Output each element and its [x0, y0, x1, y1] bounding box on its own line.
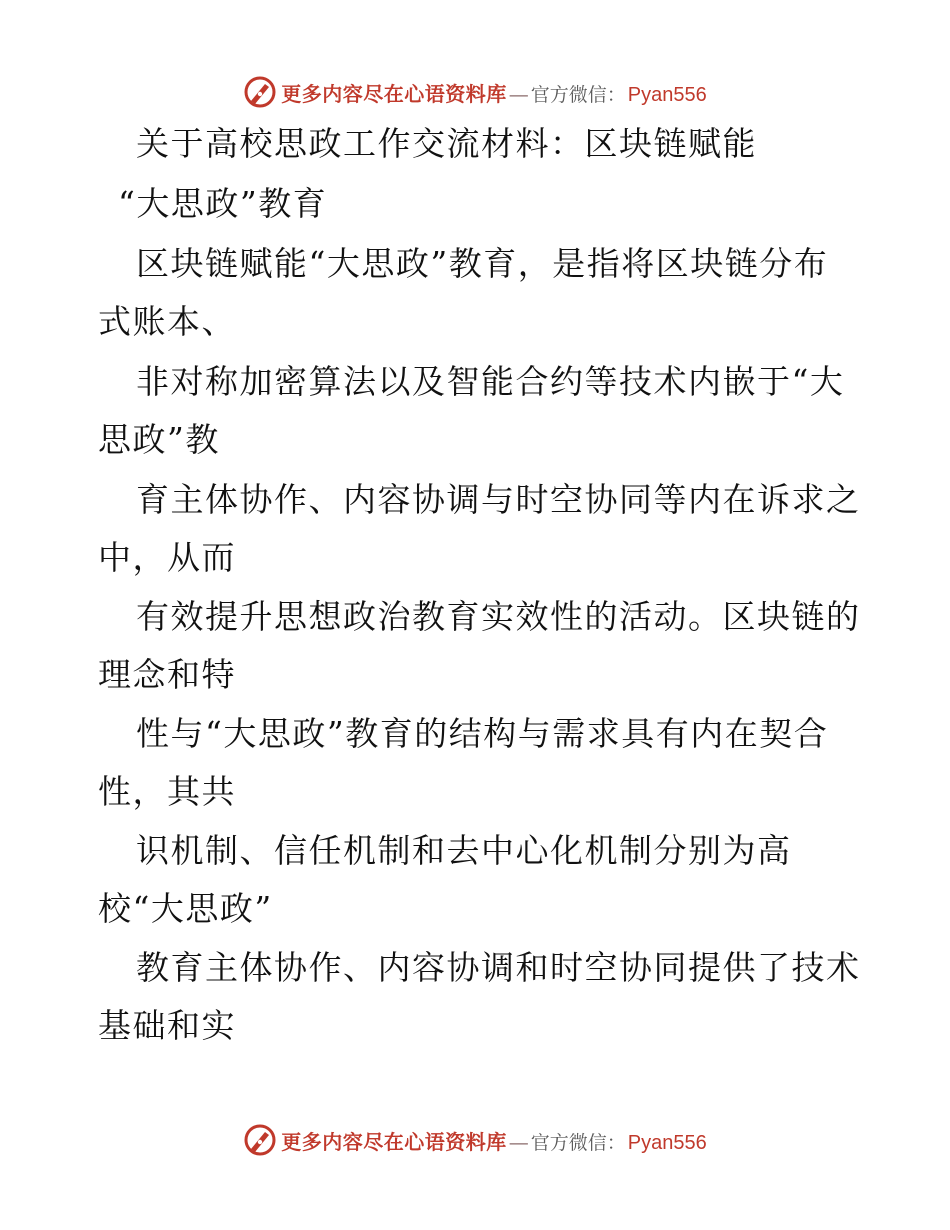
body-line: 育主体协作、内容协调与时空协同等内在诉求之 — [136, 480, 861, 519]
body-line: 思政”教 — [98, 420, 220, 459]
body-line: 理念和特 — [98, 655, 236, 694]
body-line: 校“大思政” — [98, 889, 273, 928]
body-line: 中，从而 — [98, 538, 236, 577]
header-banner — [0, 72, 950, 112]
document-title-line-2: “大思政”教育 — [118, 184, 328, 223]
body-line: 识机制、信任机制和去中心化机制分别为高 — [136, 831, 792, 870]
pen-circle-logo-icon — [243, 75, 277, 109]
body-line: 非对称加密算法以及智能合约等技术内嵌于“大 — [136, 362, 845, 401]
banner-wechat-label: 官方微信： — [530, 83, 626, 106]
banner-wechat-id: Pyan556 — [627, 1131, 707, 1154]
banner-site-name: 更多内容尽在心语资料库 — [281, 1129, 507, 1154]
pen-circle-logo-icon — [243, 1123, 277, 1157]
document-title-line-1: 关于高校思政工作交流材料：区块链赋能 — [136, 124, 757, 163]
body-line: 有效提升思想政治教育实效性的活动。区块链的 — [136, 597, 861, 636]
banner-wechat-id: Pyan556 — [627, 83, 707, 106]
body-line: 式账本、 — [98, 302, 236, 341]
footer-banner — [0, 1120, 950, 1160]
body-line: 基础和实 — [98, 1006, 236, 1045]
banner-dash: — — [508, 81, 529, 106]
body-line: 性，其共 — [98, 772, 236, 811]
body-line: 教育主体协作、内容协调和时空协同提供了技术 — [136, 948, 861, 987]
body-line: 性与“大思政”教育的结构与需求具有内在契合 — [136, 714, 829, 753]
banner-wechat-label: 官方微信： — [530, 1131, 626, 1154]
banner-site-name: 更多内容尽在心语资料库 — [281, 81, 507, 106]
banner-dash: — — [508, 1129, 529, 1154]
body-line: 区块链赋能“大思政”教育，是指将区块链分布 — [136, 244, 829, 283]
